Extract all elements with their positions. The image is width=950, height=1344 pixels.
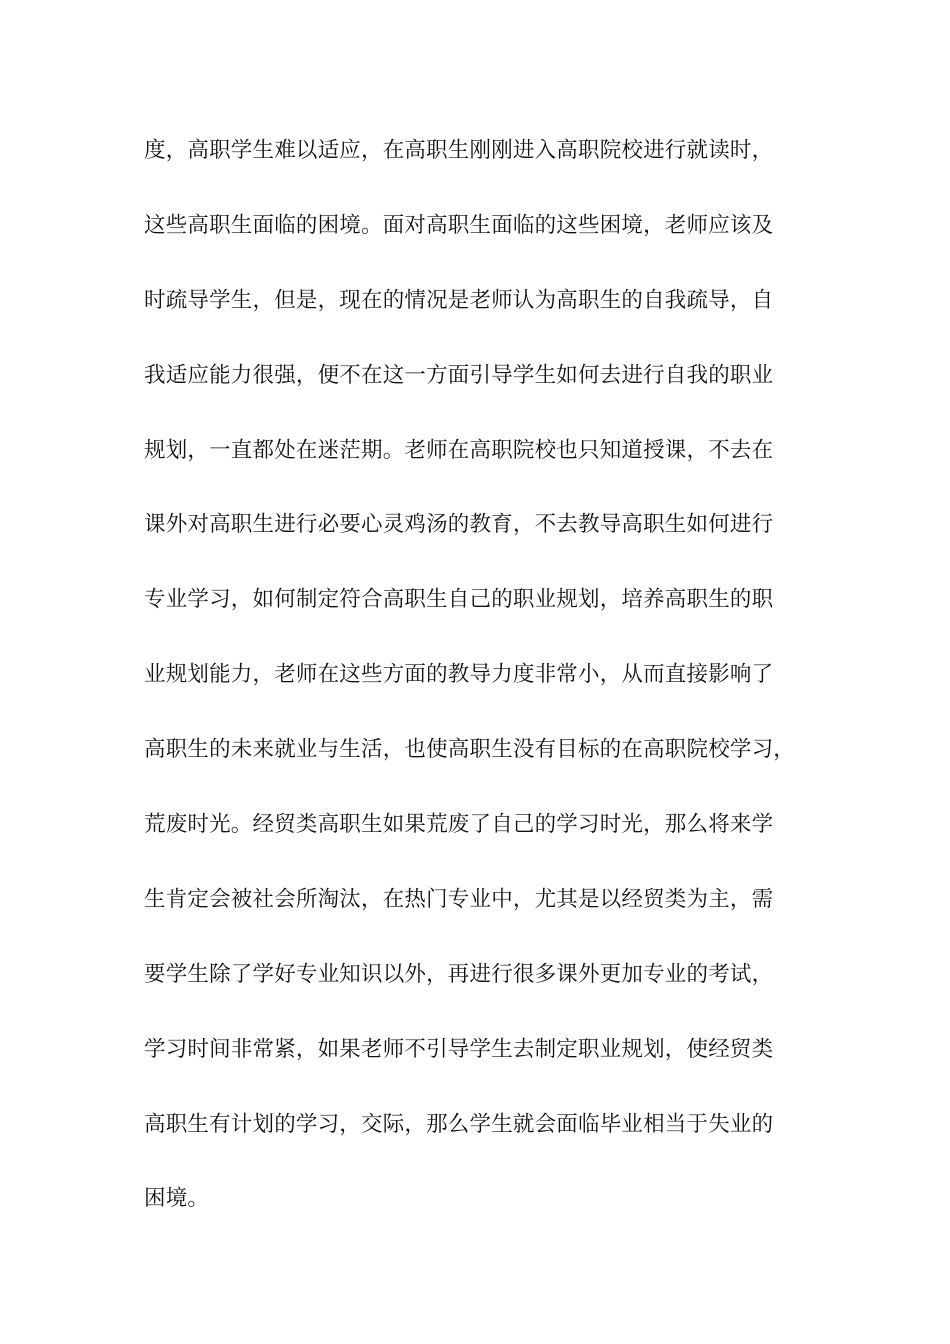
text-line: 困境。	[144, 1186, 210, 1212]
body-paragraph	[144, 126, 824, 1249]
text-line: 这些高职生面临的困境。面对高职生面临的这些困境，老师应该及	[144, 212, 774, 238]
text-line: 学习时间非常紧，如果老师不引导学生去制定职业规划，使经贸类	[144, 1036, 774, 1062]
text-line: 高职生的未来就业与生活，也使高职生没有目标的在高职院校学习，	[144, 737, 796, 763]
text-line: 时疏导学生，但是，现在的情况是老师认为高职生的自我疏导，自	[144, 287, 774, 313]
text-line: 课外对高职生进行必要心灵鸡汤的教育，不去教导高职生如何进行	[144, 512, 774, 538]
text-line: 规划，一直都处在迷茫期。老师在高职院校也只知道授课，不去在	[144, 437, 774, 463]
text-line: 荒废时光。经贸类高职生如果荒废了自己的学习时光，那么将来学	[144, 812, 774, 838]
text-line: 我适应能力很强，便不在这一方面引导学生如何去进行自我的职业	[144, 362, 774, 388]
text-line: 专业学习，如何制定符合高职生自己的职业规划，培养高职生的职	[144, 587, 774, 613]
text-line: 生肯定会被社会所淘汰，在热门专业中，尤其是以经贸类为主，需	[144, 886, 774, 912]
text-line: 业规划能力，老师在这些方面的教导力度非常小，从而直接影响了	[144, 662, 774, 688]
text-line: 度，高职学生难以适应，在高职生刚刚进入高职院校进行就读时，	[144, 138, 774, 163]
text-line: 要学生除了学好专业知识以外，再进行很多课外更加专业的考试，	[144, 961, 774, 987]
text-line: 高职生有计划的学习，交际，那么学生就会面临毕业相当于失业的	[144, 1111, 774, 1137]
